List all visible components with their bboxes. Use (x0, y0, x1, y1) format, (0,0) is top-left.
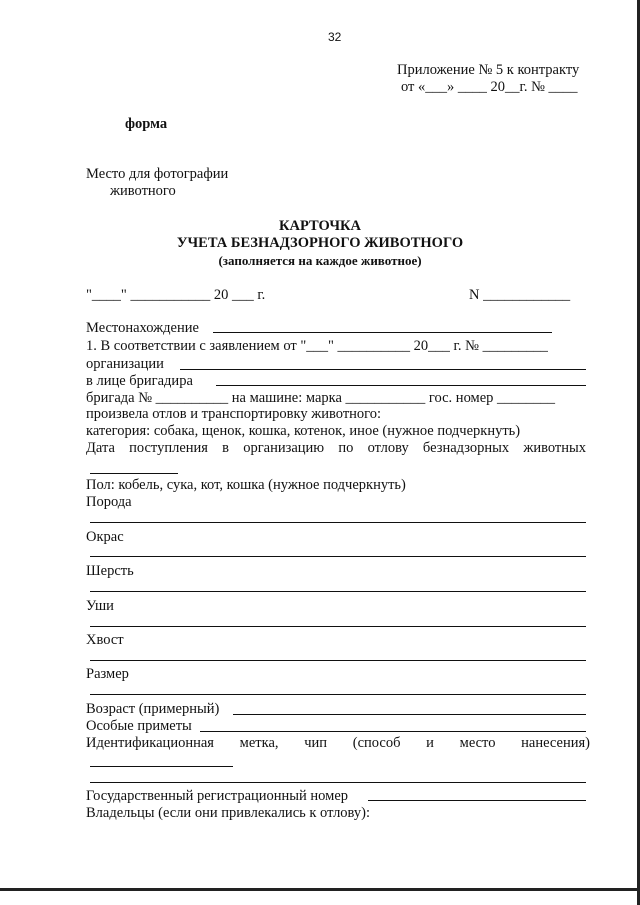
organization-label: организации (86, 356, 164, 372)
statement-line: 1. В соответствии с заявлением от "___" __________ 20___ г. № _________ (86, 338, 548, 354)
fur-line (90, 591, 586, 592)
location-line (213, 332, 552, 333)
date-line: "____" ___________ 20 ___ г. (86, 287, 266, 303)
card-subtitle: УЧЕТА БЕЗНАДЗОРНОГО ЖИВОТНОГО (176, 235, 464, 251)
date-received-label: Дата поступления в организацию по отлову безнадзорных животных (86, 440, 586, 456)
number-line: N ____________ (469, 287, 571, 303)
card-note: (заполняется на каждое животное) (218, 253, 422, 268)
sex-line: Пол: кобель, сука, кот, кошка (нужное подчеркнуть) (86, 477, 406, 493)
age-label: Возраст (примерный) (86, 701, 220, 717)
size-line (90, 694, 586, 695)
brigadier-line (216, 385, 586, 386)
ears-line (90, 626, 586, 627)
appendix-line-2: от «___» ____ 20__г. № ____ (401, 79, 578, 95)
form-label: форма (125, 116, 168, 132)
organization-line (180, 369, 586, 370)
fur-label: Шерсть (86, 563, 134, 579)
category-line: категория: собака, щенок, кошка, котенок, иное (нужное подчеркнуть) (86, 423, 521, 439)
photo-place-line-1: Место для фотографии (86, 166, 229, 182)
photo-place-line-2: животного (110, 183, 176, 199)
date-received-line (90, 473, 178, 474)
appendix-line-1: Приложение № 5 к контракту (397, 62, 580, 78)
state-reg-number-line (368, 800, 586, 801)
location-label: Местонахождение (86, 320, 199, 336)
breed-label: Порода (86, 494, 132, 510)
tail-label: Хвост (86, 632, 124, 648)
performed-line: произвела отлов и транспортировку животного: (86, 406, 382, 422)
special-marks-line (200, 731, 586, 732)
id-mark-line-long (90, 782, 586, 783)
page-number: 32 (328, 30, 342, 44)
brigade-line: бригада № __________ на машине: марка ___________ гос. номер ________ (86, 390, 556, 406)
breed-line (90, 522, 586, 523)
special-marks-label: Особые приметы (86, 718, 192, 734)
tail-line (90, 660, 586, 661)
state-reg-number-label: Государственный регистрационный номер (86, 788, 349, 804)
ears-label: Уши (86, 598, 114, 614)
card-title: КАРТОЧКА (278, 218, 362, 234)
owners-label: Владельцы (если они привлекались к отлову): (86, 805, 371, 821)
brigadier-label: в лице бригадира (86, 373, 193, 389)
id-mark-line-short (90, 766, 233, 767)
size-label: Размер (86, 666, 129, 682)
id-mark-label: Идентификационная метка, чип (способ и место нанесения) (86, 735, 590, 751)
age-line (233, 714, 586, 715)
color-label: Окрас (86, 529, 124, 545)
scan-edge-bottom (0, 888, 640, 891)
color-line (90, 556, 586, 557)
